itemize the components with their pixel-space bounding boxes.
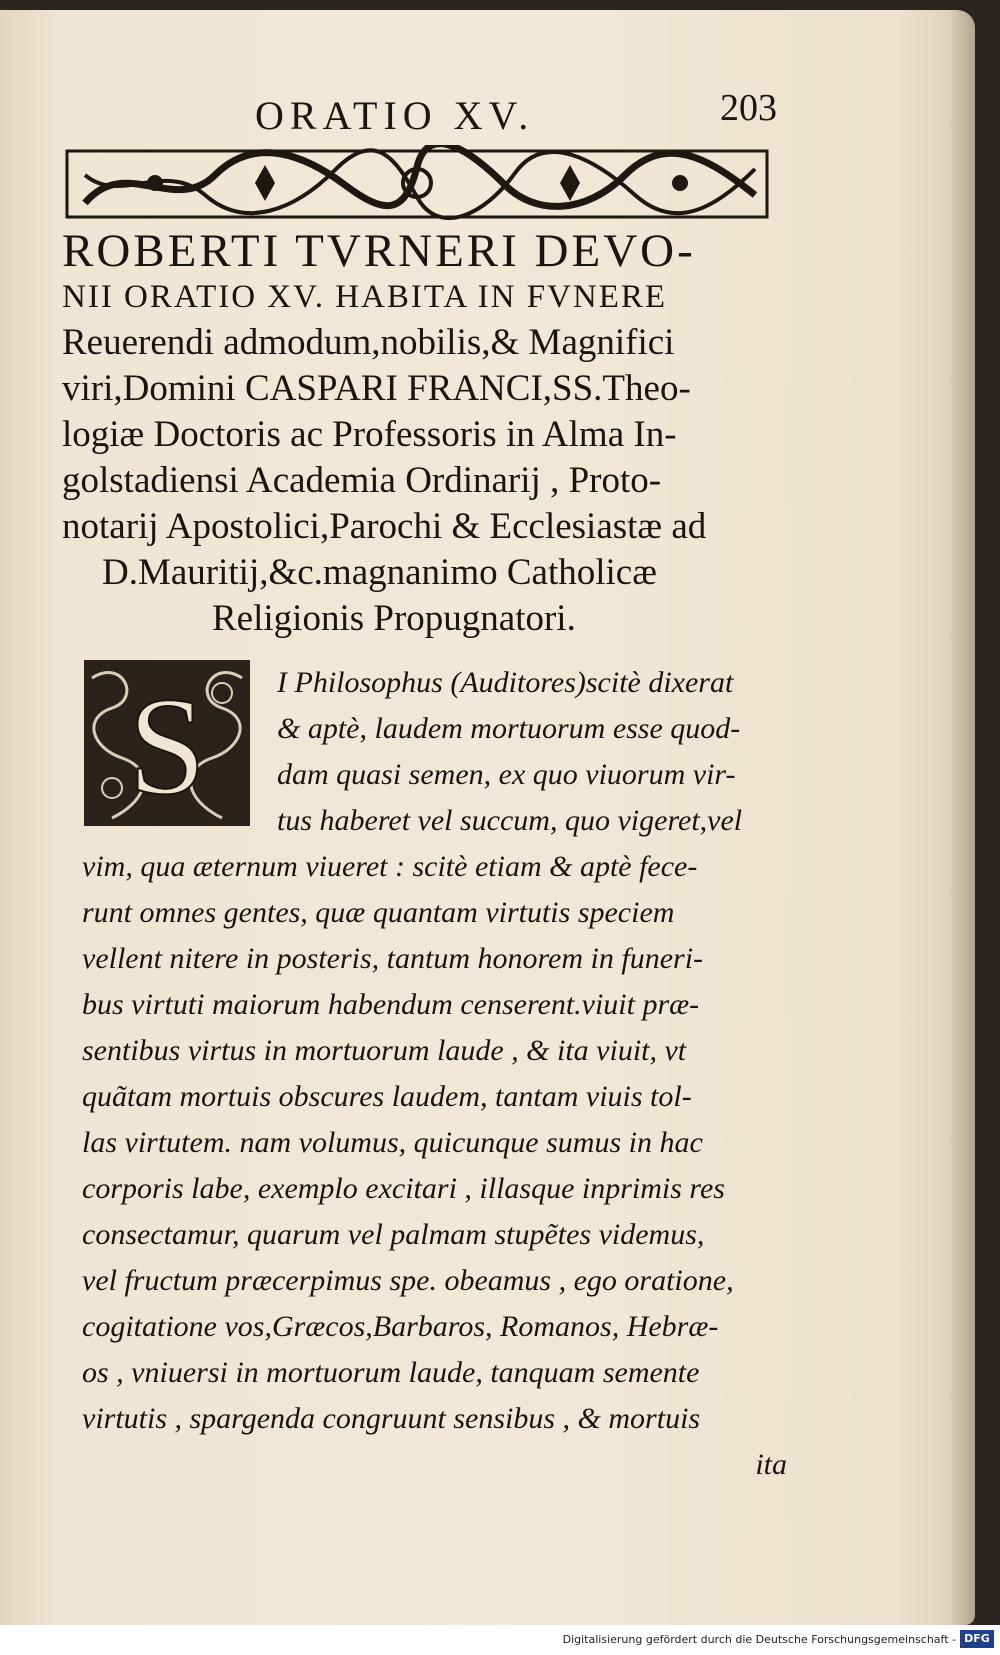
body-line: vim, qua æternum viueret : scitè etiam & aptè fece- (82, 850, 698, 883)
body-line: las virtutem. nam volumus, quicunque sumus in hac (82, 1126, 703, 1159)
body-line: virtutis , spargenda congruunt sensibus , & mortuis (82, 1402, 701, 1435)
body-line: quãtam mortuis obscures laudem, tantam viuis tol- (82, 1080, 692, 1113)
page-edge-shadow (947, 10, 975, 1625)
title-line: golstadiensi Academia Ordinarij , Proto- (62, 460, 662, 501)
title-line: logiæ Doctoris ac Professoris in Alma In- (62, 414, 677, 455)
body-line: os , vniuersi in mortuorum laude, tanquam semente (82, 1356, 700, 1389)
funding-notice: Digitalisierung gefördert durch die Deutsche Forschungsgemeinschaft - (562, 1633, 956, 1646)
title-line: NII ORATIO XV. HABITA IN FVNERE (62, 279, 668, 315)
title-line: notarij Apostolici,Parochi & Ecclesiastæ ad (62, 506, 707, 547)
body-line: runt omnes gentes, quæ quantam virtutis speciem (82, 896, 675, 929)
body-line: vel fructum præcerpimus spe. obeamus , ego oratione, (82, 1264, 734, 1297)
title-line: Religionis Propugnatori. (212, 598, 576, 639)
catchword: ita (755, 1448, 787, 1481)
title-line: D.Mauritij,&c.magnanimo Catholicæ (102, 552, 657, 593)
body-line: sentibus virtus in mortuorum laude , & ita viuit, vt (82, 1034, 687, 1067)
body-line: corporis labe, exemplo excitari , illasque inprimis res (82, 1172, 725, 1205)
body-line: tus haberet vel succum, quo vigeret,vel (277, 804, 743, 837)
title-line: Reuerendi admodum,nobilis,& Magnifici (62, 322, 675, 363)
title-line: viri,Domini CASPARI FRANCI,SS.Theo- (62, 368, 691, 409)
page-number: 203 (720, 87, 777, 129)
body-line: & aptè, laudem mortuorum esse quod- (277, 712, 741, 745)
body-line: I Philosophus (Auditores)scitè dixerat (277, 666, 734, 699)
ornamental-headpiece (65, 145, 770, 225)
body-line: dam quasi semen, ex quo viuorum vir- (277, 758, 736, 791)
dfg-logo: DFG (960, 1630, 994, 1648)
oration-title (62, 225, 802, 642)
body-line: consectamur, quarum vel palmam stupẽtes videmus, (82, 1218, 705, 1251)
body-line: bus virtuti maiorum habendum censerent.viuit præ- (82, 988, 700, 1021)
body-line: vellent nitere in posteris, tantum honorem in funeri- (82, 942, 704, 975)
initial-letter: S (128, 669, 206, 824)
running-header: ORATIO XV. (255, 93, 535, 138)
oration-body (82, 660, 802, 1488)
title-line: ROBERTI TVRNERI DEVO- (62, 225, 696, 277)
body-line: cogitatione vos,Græcos,Barbaros, Romanos, Hebræ- (82, 1310, 719, 1343)
